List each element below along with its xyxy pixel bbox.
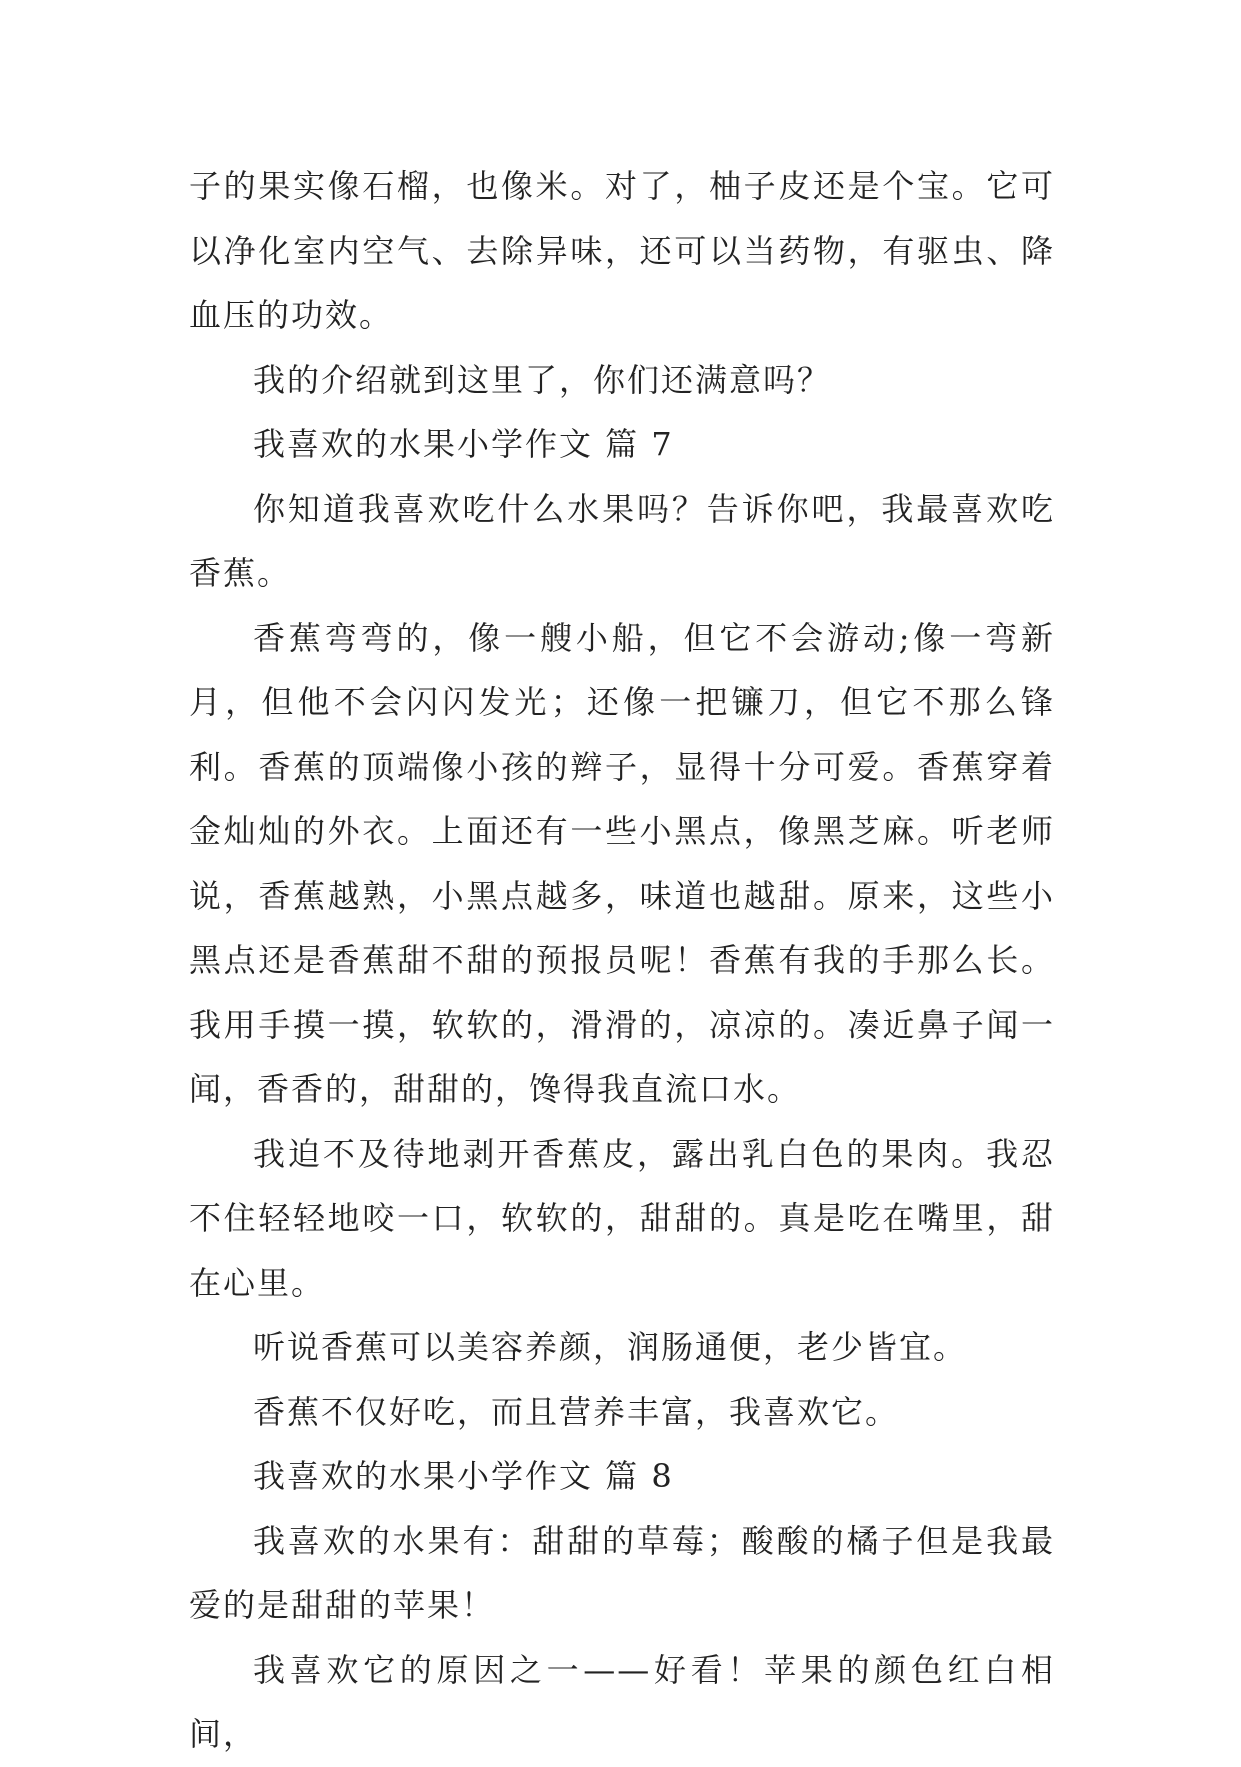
paragraph: 我喜欢它的原因之一——好看！苹果的颜色红白相间， <box>189 1650 1055 1753</box>
paragraph: 我喜欢的水果有：甜甜的草莓；酸酸的橘子但是我最爱的是甜甜的苹果！ <box>189 1521 1055 1624</box>
paragraph: 我的介绍就到这里了，你们还满意吗？ <box>253 360 832 399</box>
paragraph-continuation: 子的果实像石榴，也像米。对了，柚子皮还是个宝。它可以净化室内空气、去除异味，还可以当药物，有驱虫、降血压的功效。 <box>189 167 1055 334</box>
paragraph: 我迫不及待地剥开香蕉皮，露出乳白色的果肉。我忍不住轻轻地咬一口，软软的，甜甜的。真是吃在嘴里，甜在心里。 <box>189 1134 1055 1302</box>
paragraph: 听说香蕉可以美容养颜，润肠通便，老少皆宜。 <box>253 1328 968 1366</box>
section-heading-7: 我喜欢的水果小学作文 篇 7 <box>253 425 674 463</box>
section-heading-8: 我喜欢的水果小学作文 篇 8 <box>253 1457 674 1495</box>
document-page <box>189 154 1055 1767</box>
paragraph: 香蕉不仅好吃，而且营养丰富，我喜欢它。 <box>253 1392 900 1431</box>
paragraph: 你知道我喜欢吃什么水果吗？告诉你吧，我最喜欢吃香蕉。 <box>189 489 1055 592</box>
paragraph: 香蕉弯弯的，像一艘小船，但它不会游动;像一弯新月，但他不会闪闪发光；还像一把镰刀，但它不那么锋利。香蕉的顶端像小孩的辫子，显得十分可爱。香蕉穿着金灿灿的外衣。上面还有一些小黑点，像黑芝麻。听老师说，香蕉越熟，小黑点越多，味道也越甜。原来，这些小黑点还是香蕉甜不甜的预报员呢！香蕉有我的手那么长。我用手摸一摸，软软的，滑滑的，凉凉的。凑近鼻子闻一闻，香香的，甜甜的，馋得我直流口水。 <box>189 618 1055 1108</box>
